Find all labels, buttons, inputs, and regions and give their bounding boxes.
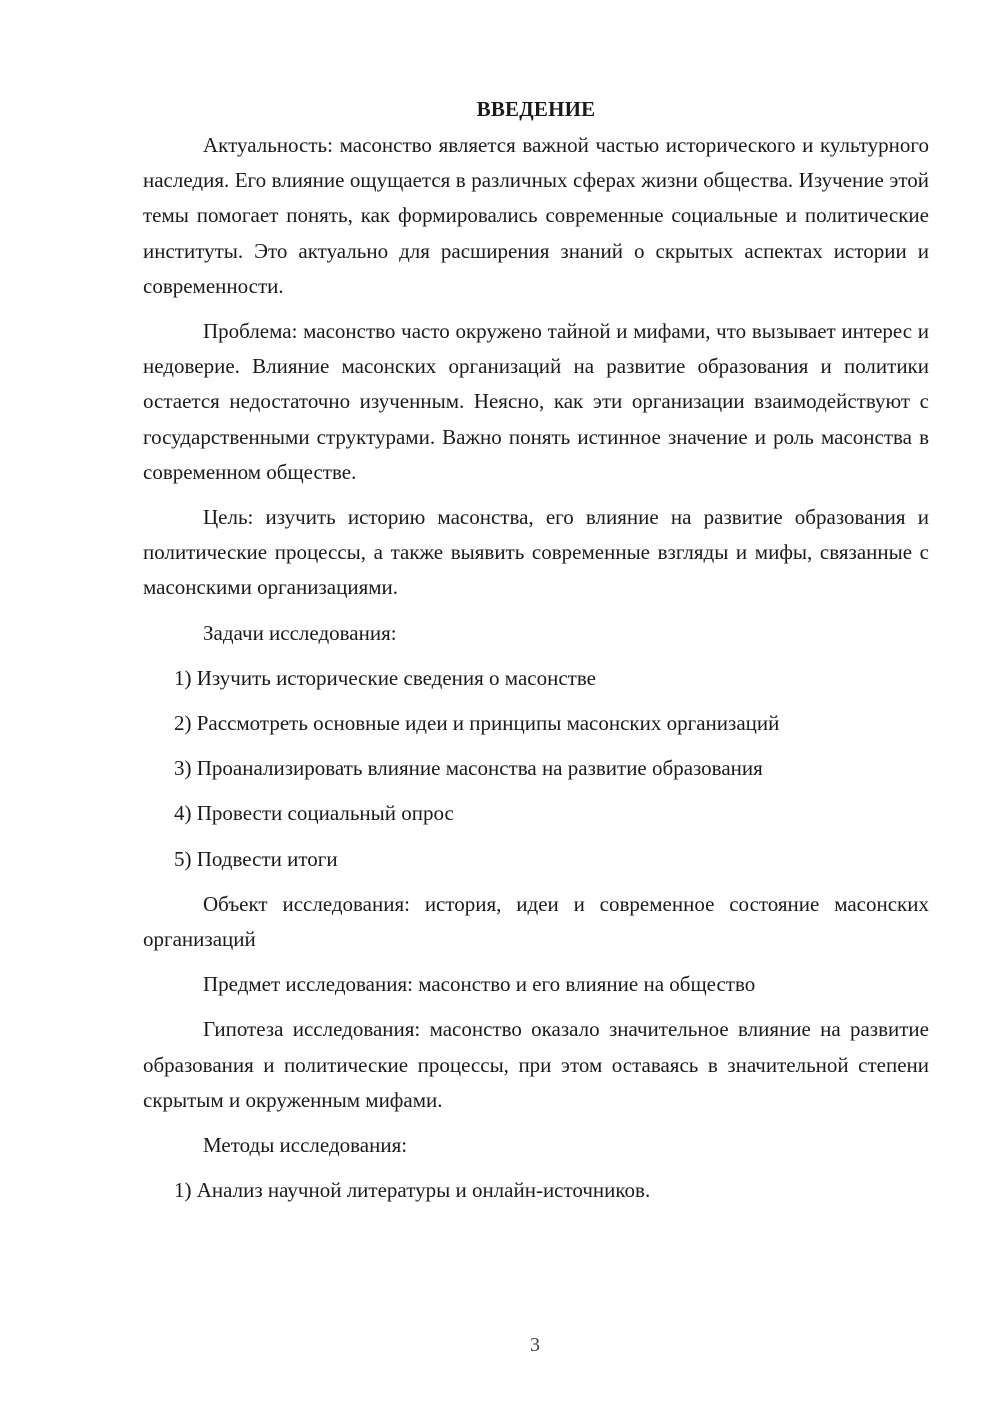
goal-paragraph: Цель: изучить историю масонства, его влияние на развитие образования и политические процессы, а также выявить современные взгляды и мифы, связанные с масонскими организациями. (143, 505, 929, 600)
methods-heading: Методы исследования: (203, 1133, 408, 1158)
list-item: 5) Подвести итоги (174, 846, 338, 871)
list-item: 1) Изучить исторические сведения о масонстве (174, 665, 596, 690)
tasks-heading: Задачи исследования: (203, 620, 397, 645)
list-item: 4) Провести социальный опрос (174, 801, 454, 826)
document-page (143, 92, 929, 1218)
page-title: ВВЕДЕНИЕ (476, 97, 596, 121)
problem-paragraph: Проблема: масонство часто окружено тайной и мифами, что вызывает интерес и недоверие. Влияние масонских организаций на развитие образования и политики остается недостаточно изученным. Неясно, как эти организации взаимодействуют с государственными структурами. Важно понять истинное значение и роль масонства в современном обществе. (143, 319, 929, 484)
methods-list (143, 1173, 929, 1208)
object-paragraph: Объект исследования: история, идеи и современное состояние масонских организаций (143, 891, 929, 952)
list-item: 2) Рассмотреть основные идеи и принципы масонских организаций (174, 711, 780, 736)
hypothesis-paragraph: Гипотеза исследования: масонство оказало значительное влияние на развитие образования и политические процессы, при этом оставаясь в значительной степени скрытым и окруженным мифами. (143, 1017, 929, 1112)
relevance-paragraph: Актуальность: масонство является важной частью исторического и культурного наследия. Его влияние ощущается в различных сферах жизни общества. Изучение этой темы помогает понять, как формировались современные социальные и политические институты. Это актуально для расширения знаний о скрытых аспектах истории и современности. (143, 133, 929, 298)
list-item: 1) Анализ научной литературы и онлайн-источников. (174, 1178, 651, 1203)
page-number: 3 (530, 1334, 540, 1356)
list-item: 3) Проанализировать влияние масонства на развитие образования (174, 756, 763, 781)
subject-paragraph: Предмет исследования: масонство и его влияние на общество (203, 972, 756, 997)
tasks-list (143, 661, 929, 877)
